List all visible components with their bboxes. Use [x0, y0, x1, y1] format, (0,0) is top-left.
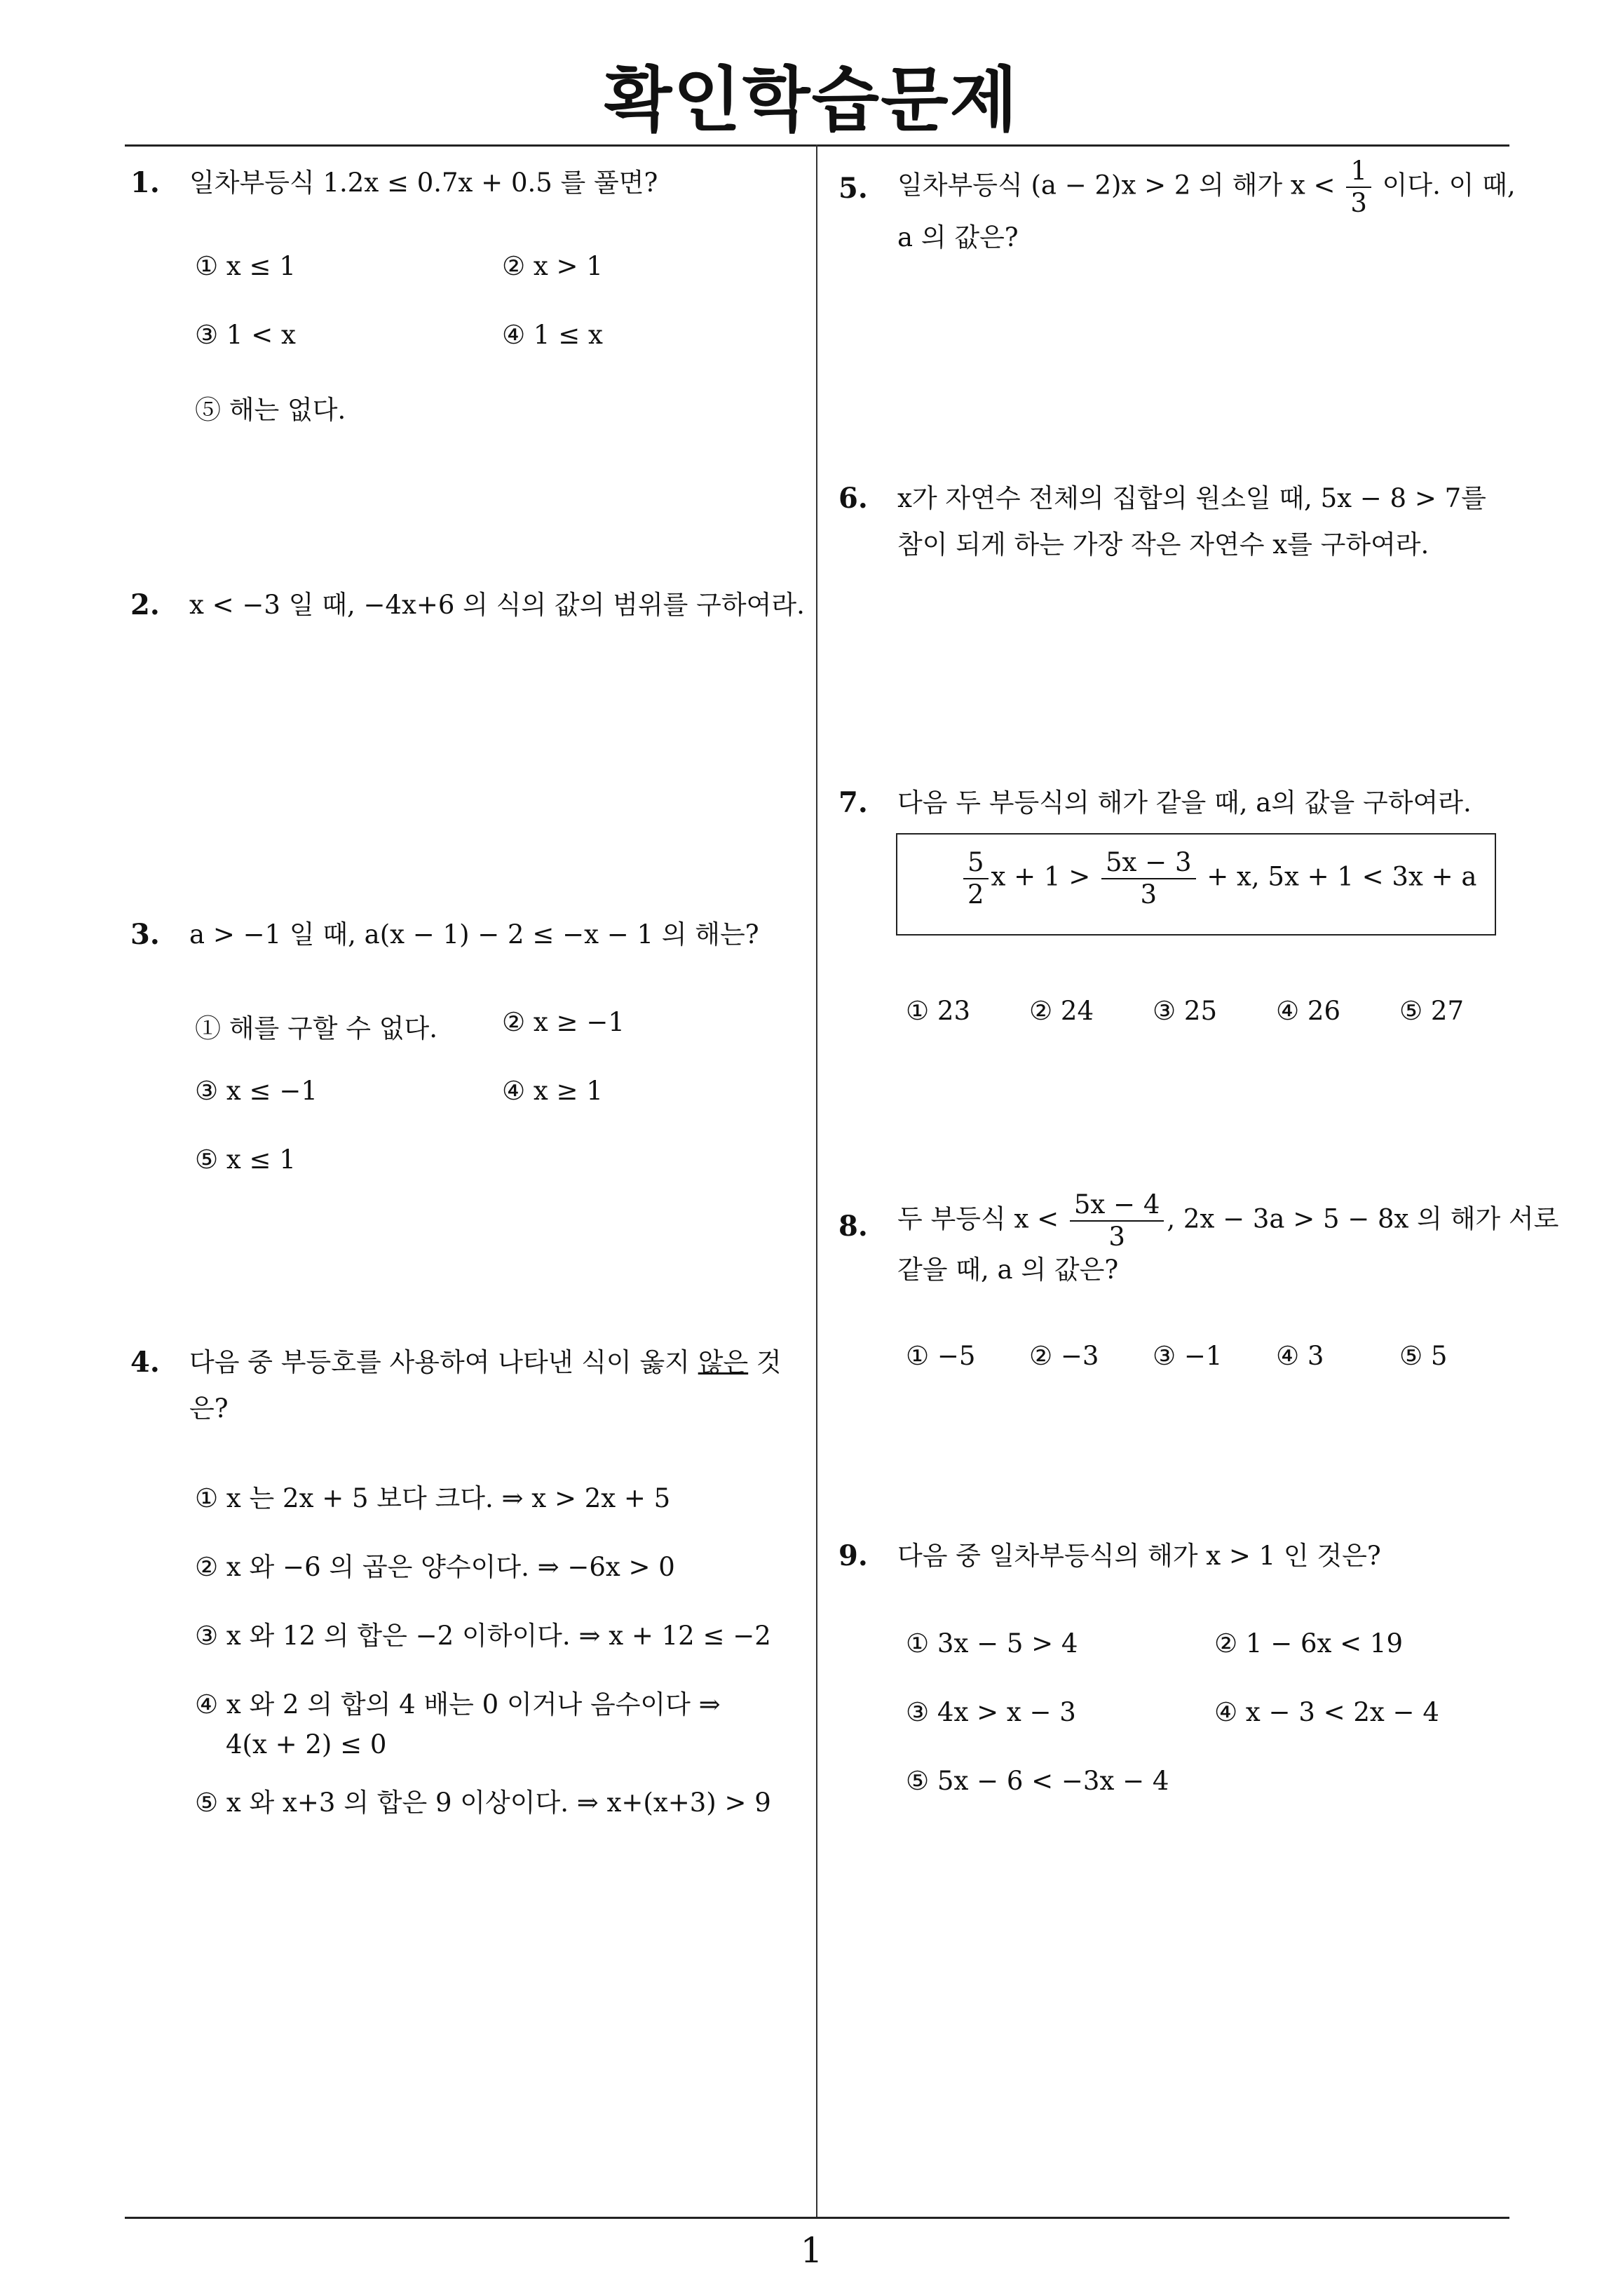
- question-text: 다음 중 일차부등식의 해가 x > 1 인 것은?: [897, 1541, 1381, 1571]
- q8-option-4[interactable]: ④ 3: [1276, 1341, 1324, 1371]
- bottom-rule: [125, 2217, 1509, 2219]
- expression-part: + x, 5x + 1 < 3x + a: [1207, 861, 1477, 892]
- page-number: 1: [800, 2230, 823, 2271]
- question-number: 9.: [838, 1539, 868, 1572]
- q1-option-1[interactable]: ① x ≤ 1: [195, 251, 296, 281]
- q1-option-5[interactable]: ⑤ 해는 없다.: [195, 395, 346, 425]
- question-text: x < −3 일 때, −4x+6 의 식의 값의 범위를 구하여라.: [189, 590, 805, 620]
- q9-option-1[interactable]: ① 3x − 5 > 4: [906, 1628, 1078, 1659]
- fraction: [1070, 1189, 1164, 1252]
- q4-option-4-continued: 4(x + 2) ≤ 0: [226, 1729, 387, 1760]
- question-text-part: , 2x − 3a > 5 − 8x 의 해가 서로: [1167, 1203, 1559, 1234]
- question-text-line2: 은?: [189, 1393, 229, 1424]
- question-text-part: 것: [748, 1347, 782, 1377]
- question-text: [189, 1339, 782, 1386]
- question-text: [897, 1189, 1559, 1252]
- q7-option-4[interactable]: ④ 26: [1276, 996, 1341, 1026]
- question-text-part: 이다. 이 때,: [1382, 170, 1516, 201]
- q4-option-1[interactable]: ① x 는 2x + 5 보다 크다. ⇒ x > 2x + 5: [195, 1483, 671, 1513]
- q8-option-3[interactable]: ③ −1: [1153, 1341, 1223, 1371]
- q8-option-2[interactable]: ② −3: [1029, 1341, 1099, 1371]
- q1-option-2[interactable]: ② x > 1: [502, 251, 603, 281]
- underlined-word: 않은: [698, 1347, 749, 1377]
- question-number: 7.: [838, 786, 868, 819]
- q7-option-5[interactable]: ⑤ 27: [1399, 996, 1465, 1026]
- question-number: 1.: [130, 166, 160, 199]
- fraction-numerator: 5x − 3: [1101, 847, 1195, 879]
- column-divider: [816, 144, 817, 2218]
- fraction: [1101, 847, 1195, 910]
- q3-option-1[interactable]: ① 해를 구할 수 없다.: [195, 1013, 437, 1044]
- q3-option-3[interactable]: ③ x ≤ −1: [195, 1076, 318, 1106]
- q3-option-4[interactable]: ④ x ≥ 1: [502, 1076, 603, 1106]
- fraction-numerator: 1: [1346, 156, 1371, 188]
- fraction-denominator: 3: [1350, 188, 1367, 218]
- question-number: 2.: [130, 588, 160, 621]
- question-text-line2: a 의 값은?: [897, 222, 1019, 252]
- q8-option-1[interactable]: ① −5: [906, 1341, 976, 1371]
- q8-option-5[interactable]: ⑤ 5: [1399, 1341, 1448, 1371]
- q3-option-5[interactable]: ⑤ x ≤ 1: [195, 1144, 296, 1175]
- question-number: 3.: [130, 918, 160, 951]
- fraction-numerator: 5: [963, 847, 989, 879]
- q9-option-3[interactable]: ③ 4x > x − 3: [906, 1697, 1076, 1727]
- q4-option-2[interactable]: ② x 와 −6 의 곱은 양수이다. ⇒ −6x > 0: [195, 1552, 675, 1582]
- inequality-expression: [960, 847, 1476, 910]
- q1-option-3[interactable]: ③ 1 < x: [195, 320, 296, 350]
- q7-option-2[interactable]: ② 24: [1029, 996, 1094, 1026]
- fraction-denominator: 3: [1140, 879, 1157, 910]
- q7-option-1[interactable]: ① 23: [906, 996, 971, 1026]
- fraction-denominator: 2: [967, 879, 984, 910]
- question-text-part: 두 부등식 x <: [897, 1203, 1059, 1234]
- q4-option-5[interactable]: ⑤ x 와 x+3 의 합은 9 이상이다. ⇒ x+(x+3) > 9: [195, 1788, 771, 1818]
- question-text: [897, 156, 1516, 219]
- q1-option-4[interactable]: ④ 1 ≤ x: [502, 320, 603, 350]
- question-number: 4.: [130, 1346, 160, 1379]
- question-number: 5.: [838, 172, 868, 205]
- q3-option-2[interactable]: ② x ≥ −1: [502, 1007, 625, 1037]
- question-text: 일차부등식 1.2x ≤ 0.7x + 0.5 를 풀면?: [189, 168, 658, 198]
- page-title: 확인학습문제: [604, 59, 1019, 141]
- question-text-part: 일차부등식 (a − 2)x > 2 의 해가 x <: [897, 170, 1336, 201]
- q7-option-3[interactable]: ③ 25: [1153, 996, 1218, 1026]
- question-text-line2: 참이 되게 하는 가장 작은 자연수 x를 구하여라.: [897, 529, 1430, 560]
- fraction-denominator: 3: [1108, 1222, 1125, 1252]
- question-number: 8.: [838, 1210, 868, 1243]
- fraction-numerator: 5x − 4: [1070, 1189, 1164, 1222]
- question-text: 다음 두 부등식의 해가 같을 때, a의 값을 구하여라.: [897, 788, 1472, 818]
- fraction: [1346, 156, 1371, 219]
- inequality-box: [896, 833, 1496, 936]
- fraction: [963, 847, 989, 910]
- q9-option-2[interactable]: ② 1 − 6x < 19: [1214, 1628, 1404, 1659]
- question-text-part: 다음 중 부등호를 사용하여 나타낸 식이 옳지: [189, 1347, 698, 1377]
- q4-option-3[interactable]: ③ x 와 12 의 합은 −2 이하이다. ⇒ x + 12 ≤ −2: [195, 1621, 771, 1651]
- q4-option-4[interactable]: ④ x 와 2 의 합의 4 배는 0 이거나 음수이다 ⇒: [195, 1689, 721, 1720]
- q9-option-5[interactable]: ⑤ 5x − 6 < −3x − 4: [906, 1766, 1169, 1796]
- question-text: x가 자연수 전체의 집합의 원소일 때, 5x − 8 > 7를: [897, 483, 1486, 513]
- q9-option-4[interactable]: ④ x − 3 < 2x − 4: [1214, 1697, 1439, 1727]
- question-text-line2: 같을 때, a 의 값은?: [897, 1255, 1119, 1285]
- expression-part: x + 1 >: [991, 861, 1091, 892]
- question-number: 6.: [838, 482, 868, 515]
- question-text: a > −1 일 때, a(x − 1) − 2 ≤ −x − 1 의 해는?: [189, 919, 759, 950]
